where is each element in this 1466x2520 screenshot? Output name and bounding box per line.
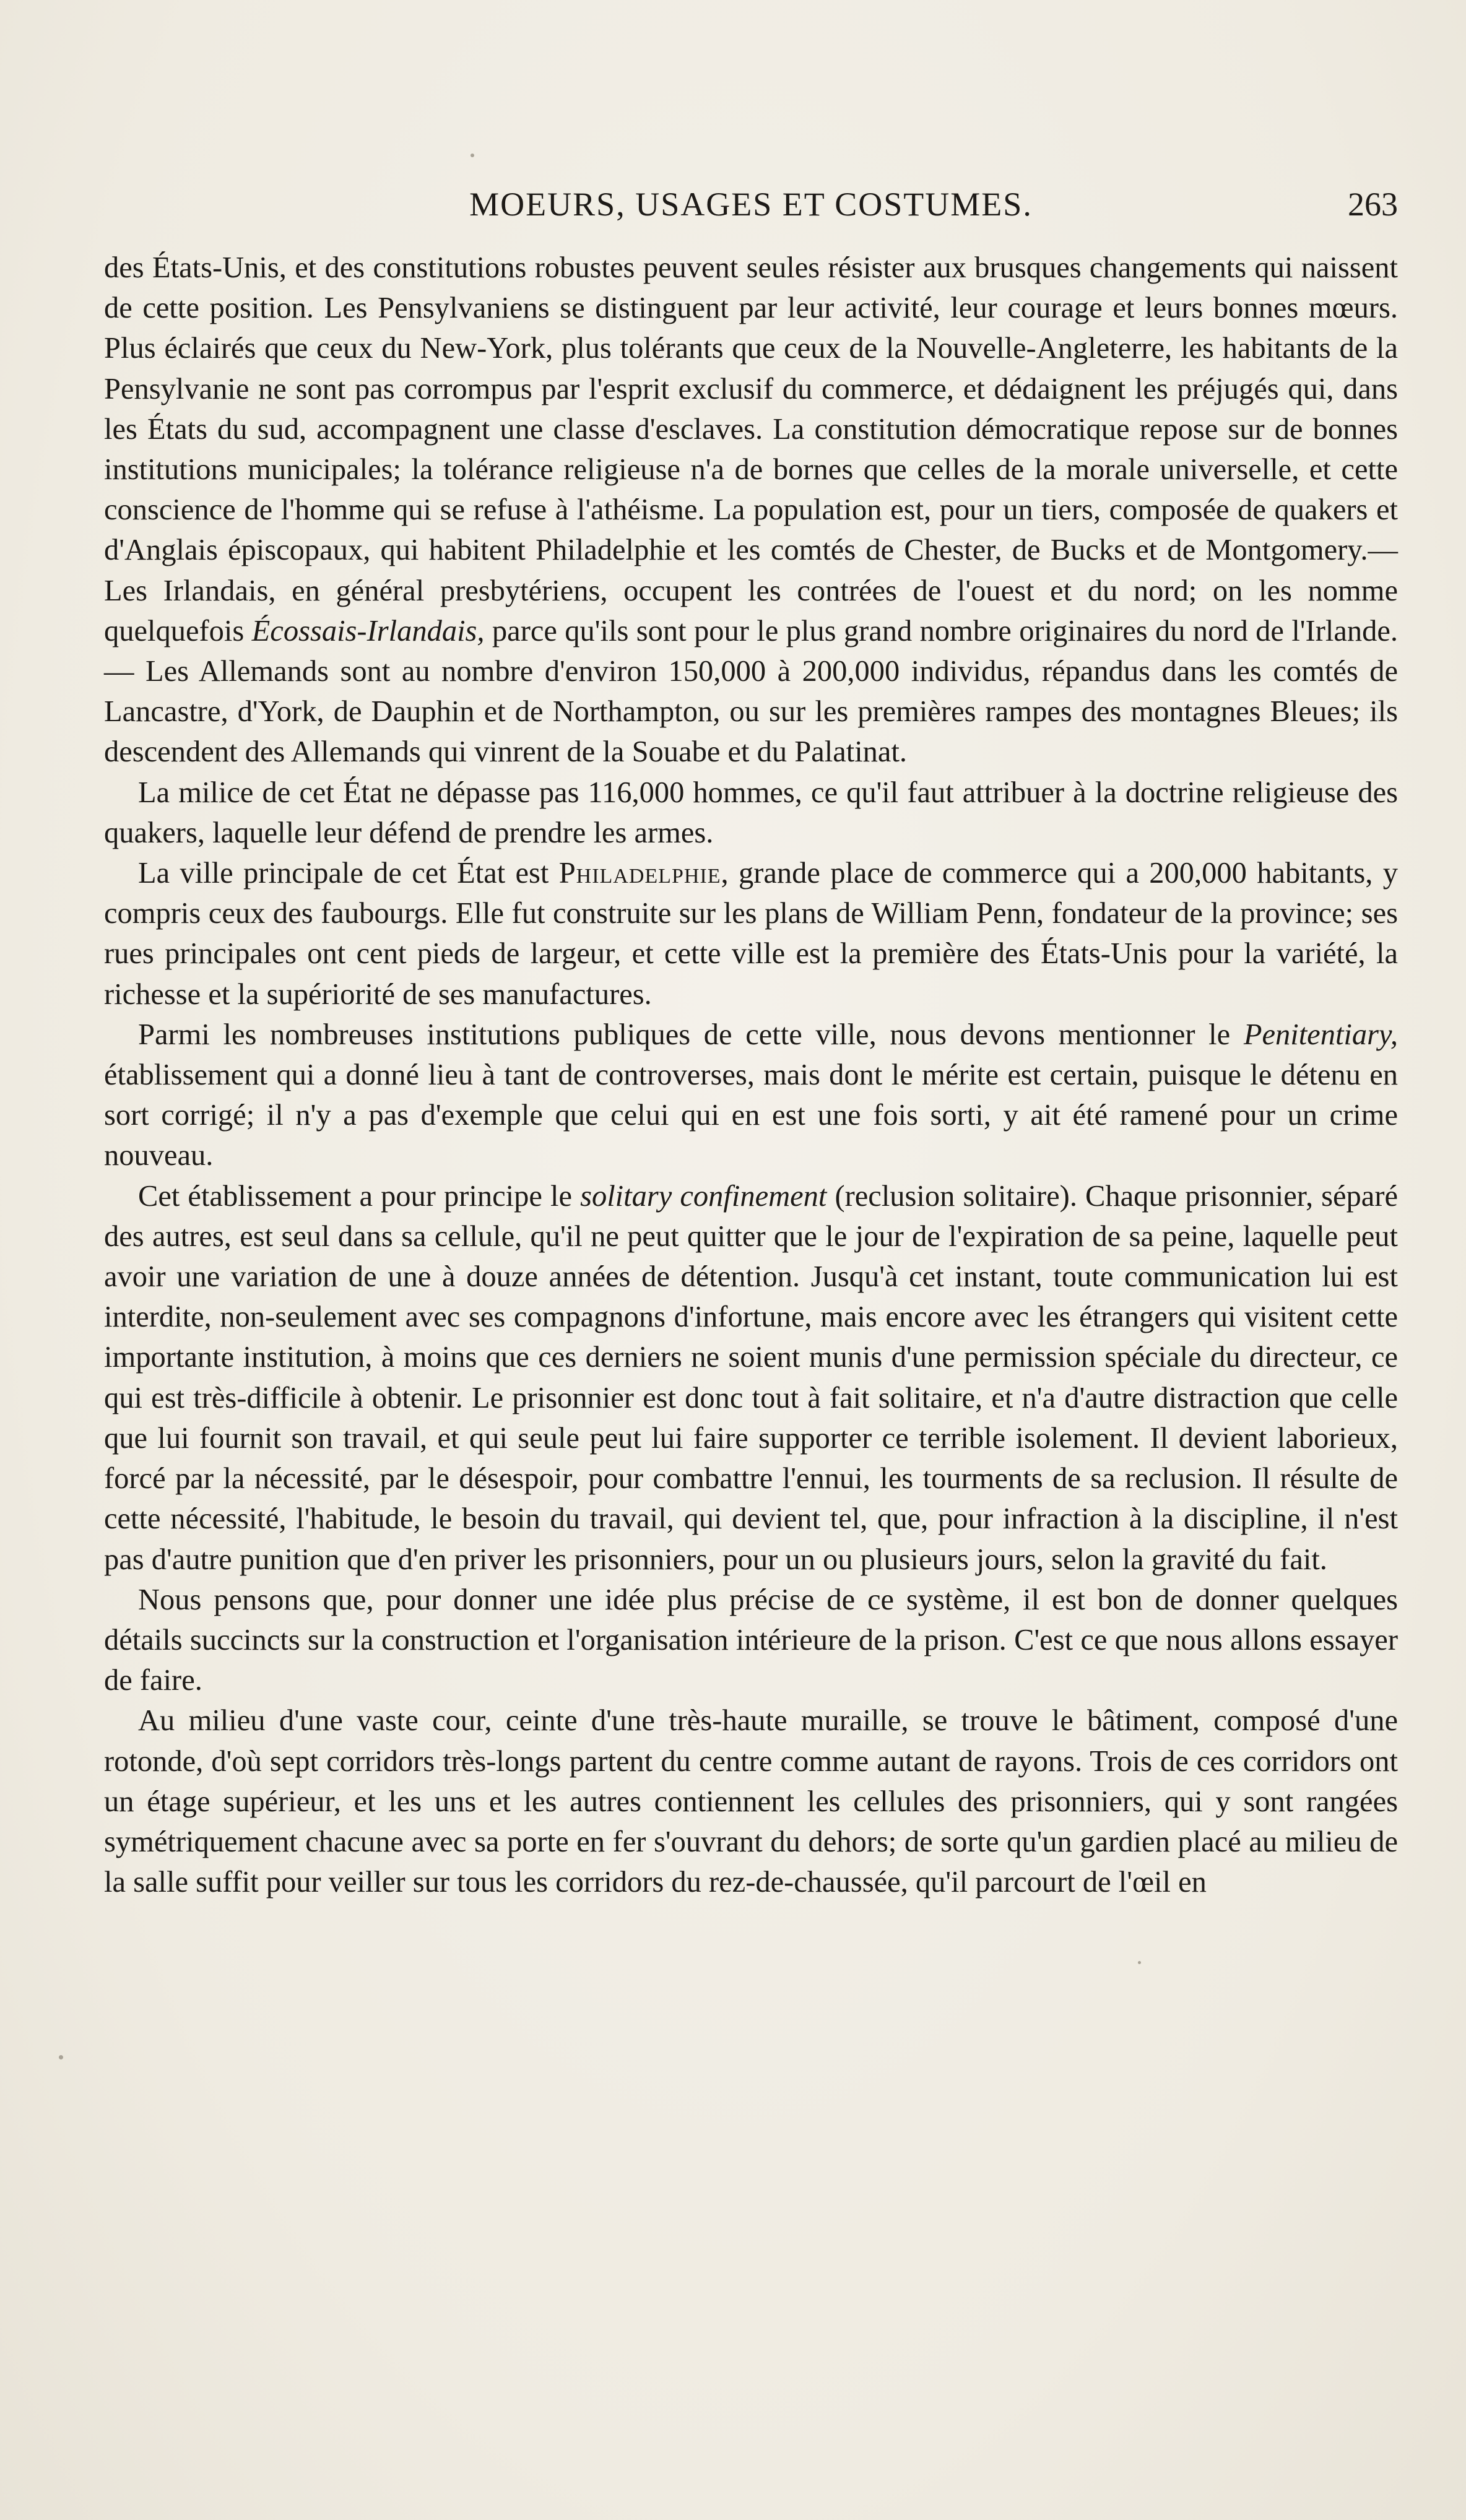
page-number: 263 <box>1348 186 1398 223</box>
emphasis-solitary-confinement: solitary confinement <box>580 1179 827 1213</box>
paper-speck <box>59 2055 63 2059</box>
body-text <box>104 248 1398 1902</box>
small-caps-philadelphie: Philadelphie <box>558 857 721 890</box>
page-header <box>104 180 1398 229</box>
paper-speck <box>471 154 474 157</box>
emphasis-penitentiary: Penitentiary, <box>1243 1018 1398 1051</box>
paragraph-solitary-confinement: Cet établissement a pour principe le solitary confinement (reclusion solitaire). Chaque prisonnier, séparé des autres, est seul dans sa cellule, qu'il ne peut quitter que le jour de l'expiration de sa peine, laquelle peut avoir une variation de une à douze années de détention. Jusqu'à cet instant, toute communication lui est interdite, non-seulement avec ses compagnons d'infortune, mais encore avec les étrangers qui visitent cette importante institution, à moins que ces derniers ne soient munis d'une permission spéciale du directeur, ce qui est très-difficile à obtenir. Le prisonnier est donc tout à fait solitaire, et n'a d'autre distraction que celle que lui fournit son travail, et qui seule peut lui faire supporter ce terrible isolement. Il devient laborieux, forcé par la nécessité, par le désespoir, pour combattre l'ennui, les tourments de sa reclusion. Il résulte de cette nécessité, l'habitude, le besoin du travail, qui devient tel, que, pour infraction à la discipline, il n'est pas d'autre punition que d'en priver les prisonniers, pour un ou plusieurs jours, selon la gravité du fait. <box>104 1179 1399 1576</box>
paragraph-philadelphia: La ville principale de cet État est Philadelphie, grande place de commerce qui a 200,000 habitants, y compris ceux des faubourgs. Elle fut construite sur les plans de William Penn, fondateur de la province; ses rues principales ont cent pieds de largeur, et cette ville est la première des États-Unis pour la variété, la richesse et la supériorité de ses manufactures. <box>104 857 1398 1011</box>
emphasis-ecossais-irlandais: Écossais-Irlandais, <box>251 614 485 647</box>
paragraph-pennsylvanians: des États-Unis, et des constitutions robustes peuvent seules résister aux brusques changements qui naissent de cette position. Les Pensylvaniens se distinguent par leur activité, leur courage et leurs bonnes mœurs. Plus éclairés que ceux du New-York, plus tolérants que ceux de la Nouvelle-Angleterre, les habitants de la Pensylvanie ne sont pas corrompus par l'esprit exclusif du commerce, et dédaignent les préjugés qui, dans les États du sud, accompagnent une classe d'esclaves. La constitution démocratique repose sur de bonnes institutions municipales; la tolérance religieuse n'a de bornes que celles de la morale universelle, et cette conscience de l'homme qui se refuse à l'athéisme. La population est, pour un tiers, composée de quakers et d'Anglais épiscopaux, qui habitent Philadelphie et les comtés de Chester, de Bucks et de Montgomery.—Les Irlandais, en général presbytériens, occupent les contrées de l'ouest et du nord; on les nomme quelquefois Écossais-Irlandais, parce qu'ils sont pour le plus grand nombre originaires du nord de l'Irlande. — Les Allemands sont au nombre d'environ 150,000 à 200,000 individus, répandus dans les comtés de Lancastre, d'York, de Dauphin et de Northampton, ou sur les premières rampes des montagnes Bleues; ils descendent des Allemands qui vinrent de la Souabe et du Palatinat. <box>104 251 1398 769</box>
paper-speck <box>1138 1961 1141 1964</box>
paragraph-militia: La milice de cet État ne dépasse pas 116,000 hommes, ce qu'il faut attribuer à la doctrine religieuse des quakers, laquelle leur défend de prendre les armes. <box>104 776 1398 849</box>
paragraph-penitentiary: Parmi les nombreuses institutions publiques de cette ville, nous devons mentionner le Penitentiary, établissement qui a donné lieu à tant de controverses, mais dont le mérite est certain, puisque le détenu en sort corrigé; il n'y a pas d'exemple que celui qui en est une fois sorti, y ait été ramené pour un crime nouveau. <box>104 1018 1398 1172</box>
running-title: MOEURS, USAGES ET COSTUMES. <box>469 186 1033 223</box>
paragraph-building: Au milieu d'une vaste cour, ceinte d'une très-haute muraille, se trouve le bâtiment, composé d'une rotonde, d'où sept corridors très-longs partent du centre comme autant de rayons. Trois de ces corridors ont un étage supérieur, et les uns et les autres contiennent les cellules des prisonniers, qui y sont rangées symétriquement chacune avec sa porte en fer s'ouvrant du dehors; de sorte qu'un gardien placé au milieu de la salle suffit pour veiller sur tous les corridors du rez-de-chaussée, qu'il parcourt de l'œil en <box>104 1704 1398 1899</box>
paragraph-system-details: Nous pensons que, pour donner une idée plus précise de ce système, il est bon de donner quelques détails succincts sur la construction et l'organisation intérieure de la prison. C'est ce que nous allons essayer de faire. <box>104 1583 1398 1697</box>
